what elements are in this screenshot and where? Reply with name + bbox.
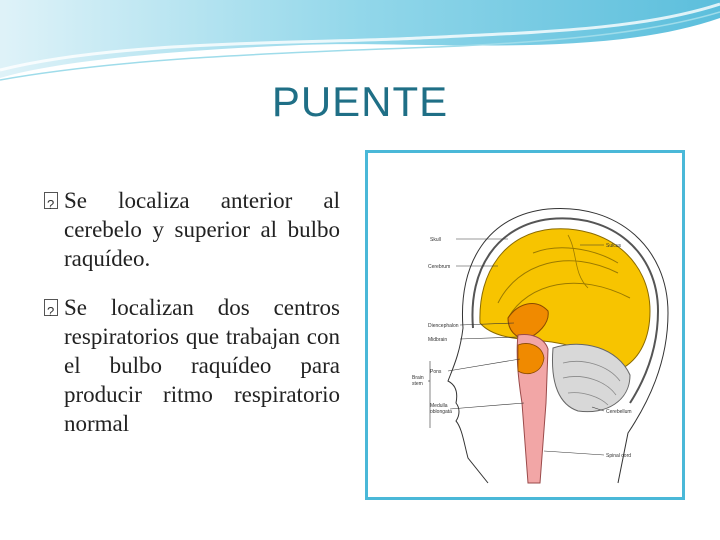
bullet-icon: [44, 299, 58, 316]
header-wave-decoration: [0, 0, 720, 90]
label-sulcus: Sulcus: [606, 243, 622, 249]
bullet-text: Se localizan dos centros respiratorios que trabajan con el bulbo raquídeo para producir ritmo respiratorio normal: [64, 295, 340, 436]
brain-diagram-frame: [365, 150, 685, 500]
brain-sagittal-diagram: [368, 153, 682, 497]
face-profile: [448, 328, 488, 483]
label-brainstem-2: stem: [412, 381, 423, 387]
label-medulla-2: oblongata: [430, 409, 452, 415]
label-diencephalon: Diencephalon: [428, 323, 459, 329]
label-skull: Skull: [430, 237, 441, 243]
bullet-item: [44, 186, 340, 273]
bullet-text: Se localiza anterior al cerebelo y superior al bulbo raquídeo.: [64, 188, 340, 271]
label-medulla-1: Medulla: [430, 403, 448, 409]
slide-title: PUENTE: [271, 78, 449, 125]
label-midbrain: Midbrain: [428, 337, 448, 343]
label-brainstem-1: Brain: [412, 375, 424, 381]
label-pons: Pons: [430, 369, 442, 375]
bullet-list: [44, 186, 340, 458]
label-cerebrum: Cerebrum: [428, 264, 451, 270]
bullet-icon: [44, 192, 58, 209]
bullet-item: [44, 293, 340, 438]
label-spinal-cord: Spinal cord: [606, 453, 632, 459]
label-cerebellum: Cerebellum: [606, 409, 632, 415]
